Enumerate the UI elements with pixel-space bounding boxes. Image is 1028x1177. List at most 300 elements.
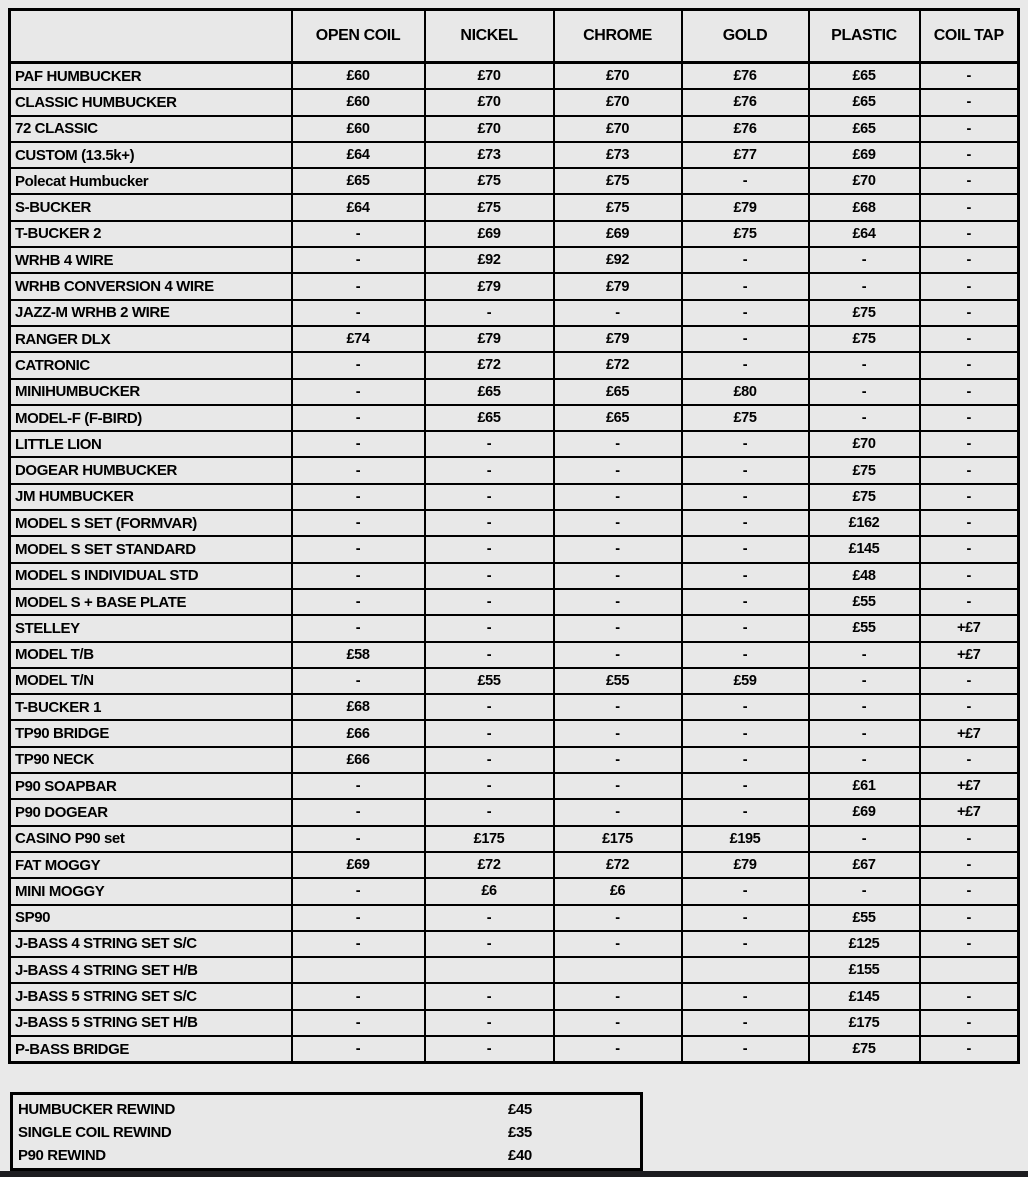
price-cell: - <box>554 589 682 615</box>
price-cell: - <box>682 510 809 536</box>
price-cell: - <box>292 379 425 405</box>
column-header: CHROME <box>554 10 682 63</box>
row-label: T-BUCKER 1 <box>10 694 292 720</box>
table-row <box>10 536 1019 562</box>
price-cell: - <box>292 668 425 694</box>
rewind-row <box>13 1098 640 1121</box>
price-cell: - <box>425 905 554 931</box>
price-cell: £65 <box>292 168 425 194</box>
table-row <box>10 1036 1019 1063</box>
table-row <box>10 905 1019 931</box>
price-cell: - <box>292 799 425 825</box>
table-row <box>10 405 1019 431</box>
price-cell: - <box>292 247 425 273</box>
price-cell: - <box>682 247 809 273</box>
price-cell: £65 <box>809 89 920 115</box>
price-cell: - <box>920 852 1019 878</box>
price-cell: £70 <box>809 168 920 194</box>
table-row <box>10 484 1019 510</box>
price-cell: £75 <box>809 1036 920 1063</box>
row-label: PAF HUMBUCKER <box>10 63 292 90</box>
price-cell: - <box>920 116 1019 142</box>
price-cell: - <box>425 773 554 799</box>
price-cell: - <box>554 536 682 562</box>
row-label: FAT MOGGY <box>10 852 292 878</box>
price-cell: - <box>682 694 809 720</box>
rewind-price: £45 <box>508 1101 532 1118</box>
table-row <box>10 194 1019 220</box>
price-cell: - <box>292 457 425 483</box>
price-cell: - <box>425 1036 554 1063</box>
price-cell: - <box>292 273 425 299</box>
price-cell: £68 <box>809 194 920 220</box>
price-cell: £70 <box>809 431 920 457</box>
price-cell: +£7 <box>920 799 1019 825</box>
price-cell: - <box>682 431 809 457</box>
row-label: CATRONIC <box>10 352 292 378</box>
row-label: TP90 NECK <box>10 747 292 773</box>
table-row <box>10 273 1019 299</box>
price-cell: £66 <box>292 747 425 773</box>
price-cell: £69 <box>292 852 425 878</box>
price-cell: - <box>809 247 920 273</box>
table-row <box>10 957 1019 983</box>
price-cell: - <box>682 168 809 194</box>
table-row <box>10 747 1019 773</box>
price-cell: - <box>292 510 425 536</box>
price-cell: £69 <box>425 221 554 247</box>
price-cell: - <box>920 431 1019 457</box>
price-cell: £72 <box>554 852 682 878</box>
price-cell: - <box>920 168 1019 194</box>
row-label: J-BASS 4 STRING SET H/B <box>10 957 292 983</box>
price-cell: £6 <box>425 878 554 904</box>
price-cell: - <box>292 431 425 457</box>
price-cell: - <box>682 773 809 799</box>
price-cell: £75 <box>809 484 920 510</box>
price-cell: - <box>920 142 1019 168</box>
price-cell: £195 <box>682 826 809 852</box>
price-cell: - <box>425 431 554 457</box>
row-label: MODEL S INDIVIDUAL STD <box>10 563 292 589</box>
price-cell: £75 <box>554 194 682 220</box>
price-cell: - <box>554 484 682 510</box>
price-cell: - <box>682 878 809 904</box>
price-cell: £76 <box>682 63 809 90</box>
price-cell: - <box>292 563 425 589</box>
price-cell: - <box>920 826 1019 852</box>
price-cell: - <box>292 983 425 1009</box>
price-cell: £60 <box>292 89 425 115</box>
price-cell: £55 <box>809 905 920 931</box>
price-cell: £70 <box>554 116 682 142</box>
price-cell: +£7 <box>920 720 1019 746</box>
price-cell: - <box>809 379 920 405</box>
price-cell: - <box>554 431 682 457</box>
price-cell: - <box>292 1036 425 1063</box>
table-row <box>10 510 1019 536</box>
price-cell: - <box>809 405 920 431</box>
price-cell: £64 <box>292 142 425 168</box>
row-label: DOGEAR HUMBUCKER <box>10 457 292 483</box>
price-cell: - <box>682 983 809 1009</box>
price-cell: - <box>554 773 682 799</box>
rewind-price: £40 <box>508 1147 532 1164</box>
rewind-price-box <box>10 1092 643 1171</box>
price-cell: - <box>809 352 920 378</box>
price-cell: - <box>682 615 809 641</box>
price-cell: - <box>920 668 1019 694</box>
price-cell: £75 <box>554 168 682 194</box>
price-cell: £72 <box>554 352 682 378</box>
table-row <box>10 457 1019 483</box>
rewind-price: £35 <box>508 1124 532 1141</box>
price-cell: +£7 <box>920 642 1019 668</box>
row-label: JM HUMBUCKER <box>10 484 292 510</box>
row-label: MINIHUMBUCKER <box>10 379 292 405</box>
price-cell: - <box>920 352 1019 378</box>
price-cell: £48 <box>809 563 920 589</box>
price-cell: £70 <box>554 63 682 90</box>
row-label: 72 CLASSIC <box>10 116 292 142</box>
price-cell: £79 <box>554 273 682 299</box>
price-cell: - <box>920 510 1019 536</box>
price-cell: - <box>682 352 809 378</box>
row-label: LITTLE LION <box>10 431 292 457</box>
price-cell: - <box>809 747 920 773</box>
price-cell: - <box>682 931 809 957</box>
table-row <box>10 352 1019 378</box>
price-cell: - <box>292 1010 425 1036</box>
row-label: MODEL S SET (FORMVAR) <box>10 510 292 536</box>
price-cell: - <box>920 931 1019 957</box>
table-row <box>10 931 1019 957</box>
price-cell: £65 <box>425 405 554 431</box>
price-cell: - <box>554 457 682 483</box>
price-cell: £74 <box>292 326 425 352</box>
price-cell: £69 <box>554 221 682 247</box>
price-cell: - <box>920 405 1019 431</box>
row-label: CUSTOM (13.5k+) <box>10 142 292 168</box>
price-cell: - <box>554 1010 682 1036</box>
price-cell: £65 <box>809 116 920 142</box>
price-cell: - <box>682 273 809 299</box>
price-cell: £59 <box>682 668 809 694</box>
price-cell: £67 <box>809 852 920 878</box>
column-header: OPEN COIL <box>292 10 425 63</box>
price-cell: - <box>809 826 920 852</box>
price-cell: - <box>292 615 425 641</box>
price-cell: £73 <box>554 142 682 168</box>
price-cell: - <box>425 589 554 615</box>
price-cell: - <box>425 1010 554 1036</box>
price-cell: - <box>920 89 1019 115</box>
price-cell: - <box>554 931 682 957</box>
row-label: J-BASS 4 STRING SET S/C <box>10 931 292 957</box>
price-cell: - <box>425 457 554 483</box>
price-cell: £72 <box>425 352 554 378</box>
price-cell: +£7 <box>920 773 1019 799</box>
pickup-price-table <box>8 8 1020 1064</box>
price-cell: £70 <box>554 89 682 115</box>
rewind-label: HUMBUCKER REWIND <box>18 1101 175 1118</box>
table-row <box>10 615 1019 641</box>
price-cell: - <box>292 931 425 957</box>
price-cell: - <box>809 878 920 904</box>
table-row <box>10 563 1019 589</box>
row-label: MODEL-F (F-BIRD) <box>10 405 292 431</box>
table-row <box>10 878 1019 904</box>
price-cell: £73 <box>425 142 554 168</box>
price-cell: £70 <box>425 89 554 115</box>
price-cell: - <box>292 589 425 615</box>
row-label: MODEL S SET STANDARD <box>10 536 292 562</box>
table-row <box>10 852 1019 878</box>
row-label: MODEL T/B <box>10 642 292 668</box>
price-cell: - <box>809 668 920 694</box>
price-cell: £79 <box>554 326 682 352</box>
row-label: J-BASS 5 STRING SET H/B <box>10 1010 292 1036</box>
price-cell: - <box>920 905 1019 931</box>
price-cell: - <box>292 300 425 326</box>
row-label: S-BUCKER <box>10 194 292 220</box>
table-row <box>10 221 1019 247</box>
price-cell: - <box>682 326 809 352</box>
table-row <box>10 1010 1019 1036</box>
price-cell: - <box>809 720 920 746</box>
price-cell: £75 <box>809 326 920 352</box>
table-row <box>10 668 1019 694</box>
price-cell: - <box>682 1036 809 1063</box>
row-label: P90 DOGEAR <box>10 799 292 825</box>
price-cell: - <box>292 826 425 852</box>
price-cell: - <box>920 484 1019 510</box>
rewind-label: SINGLE COIL REWIND <box>18 1124 172 1141</box>
price-cell: £175 <box>425 826 554 852</box>
column-header: NICKEL <box>425 10 554 63</box>
row-label: TP90 BRIDGE <box>10 720 292 746</box>
price-cell: - <box>425 615 554 641</box>
row-label: Polecat Humbucker <box>10 168 292 194</box>
table-row <box>10 63 1019 90</box>
price-cell: - <box>292 484 425 510</box>
price-cell: - <box>292 352 425 378</box>
price-cell: £69 <box>809 799 920 825</box>
price-cell: £92 <box>425 247 554 273</box>
price-cell: - <box>425 563 554 589</box>
price-cell: - <box>425 642 554 668</box>
price-cell: - <box>554 642 682 668</box>
row-label: WRHB 4 WIRE <box>10 247 292 273</box>
price-cell: - <box>682 747 809 773</box>
price-cell: - <box>920 1010 1019 1036</box>
price-cell: £65 <box>554 405 682 431</box>
price-cell: - <box>554 510 682 536</box>
price-cell: £69 <box>809 142 920 168</box>
price-cell: - <box>920 589 1019 615</box>
price-cell: - <box>425 694 554 720</box>
price-cell: - <box>554 300 682 326</box>
rewind-label: P90 REWIND <box>18 1147 106 1164</box>
price-cell: - <box>920 563 1019 589</box>
price-cell: £55 <box>554 668 682 694</box>
table-row <box>10 799 1019 825</box>
price-cell: - <box>292 905 425 931</box>
price-cell: - <box>554 720 682 746</box>
price-cell <box>425 957 554 983</box>
price-cell: £76 <box>682 116 809 142</box>
table-row <box>10 116 1019 142</box>
price-cell: - <box>554 563 682 589</box>
price-cell: - <box>554 983 682 1009</box>
price-cell: £79 <box>682 194 809 220</box>
row-label: MODEL T/N <box>10 668 292 694</box>
price-cell: £79 <box>425 273 554 299</box>
table-row <box>10 720 1019 746</box>
price-cell: £72 <box>425 852 554 878</box>
price-cell: - <box>920 457 1019 483</box>
price-cell: - <box>920 273 1019 299</box>
price-cell: £155 <box>809 957 920 983</box>
price-cell: £75 <box>425 194 554 220</box>
price-cell: - <box>554 1036 682 1063</box>
price-cell: - <box>920 1036 1019 1063</box>
row-label: STELLEY <box>10 615 292 641</box>
price-cell: - <box>682 484 809 510</box>
price-cell: - <box>425 536 554 562</box>
rewind-row <box>13 1144 640 1167</box>
price-cell: £64 <box>809 221 920 247</box>
price-cell: - <box>920 247 1019 273</box>
price-cell: - <box>920 747 1019 773</box>
price-cell: - <box>554 615 682 641</box>
price-cell: £75 <box>425 168 554 194</box>
corner-blank-header <box>10 10 292 63</box>
price-cell: £65 <box>809 63 920 90</box>
table-row <box>10 300 1019 326</box>
table-row <box>10 379 1019 405</box>
price-cell: - <box>920 983 1019 1009</box>
price-cell: - <box>920 694 1019 720</box>
price-cell: £64 <box>292 194 425 220</box>
price-cell: - <box>554 905 682 931</box>
price-cell: - <box>425 983 554 1009</box>
price-cell: - <box>292 405 425 431</box>
price-cell: £55 <box>425 668 554 694</box>
price-cell: - <box>682 563 809 589</box>
price-cell: - <box>809 273 920 299</box>
price-cell: - <box>292 536 425 562</box>
price-cell <box>554 957 682 983</box>
price-cell: £70 <box>425 116 554 142</box>
price-cell: £55 <box>809 589 920 615</box>
header-row <box>10 10 1019 63</box>
price-cell: £75 <box>809 300 920 326</box>
price-cell: +£7 <box>920 615 1019 641</box>
price-cell: £55 <box>809 615 920 641</box>
price-cell: - <box>425 510 554 536</box>
price-cell: £70 <box>425 63 554 90</box>
price-cell <box>292 957 425 983</box>
row-label: MINI MOGGY <box>10 878 292 904</box>
price-cell: £145 <box>809 983 920 1009</box>
price-cell: - <box>920 63 1019 90</box>
column-header: COIL TAP <box>920 10 1019 63</box>
price-cell: - <box>554 747 682 773</box>
price-cell: £75 <box>682 221 809 247</box>
price-cell: £79 <box>425 326 554 352</box>
row-label: CLASSIC HUMBUCKER <box>10 89 292 115</box>
price-cell: £92 <box>554 247 682 273</box>
price-cell: £76 <box>682 89 809 115</box>
price-cell: - <box>682 457 809 483</box>
price-cell: - <box>425 720 554 746</box>
price-cell: £6 <box>554 878 682 904</box>
table-row <box>10 142 1019 168</box>
table-row <box>10 642 1019 668</box>
price-cell: £65 <box>425 379 554 405</box>
price-cell: £175 <box>809 1010 920 1036</box>
price-cell: - <box>920 878 1019 904</box>
price-cell: £61 <box>809 773 920 799</box>
column-header: PLASTIC <box>809 10 920 63</box>
price-cell: - <box>682 300 809 326</box>
price-cell: - <box>554 694 682 720</box>
price-cell: £65 <box>554 379 682 405</box>
table-row <box>10 773 1019 799</box>
price-cell: £60 <box>292 63 425 90</box>
price-cell: - <box>809 642 920 668</box>
price-cell: - <box>292 773 425 799</box>
rewind-row <box>13 1121 640 1144</box>
price-cell: £175 <box>554 826 682 852</box>
bottom-edge-bar <box>0 1171 1028 1177</box>
price-cell: - <box>292 878 425 904</box>
row-label: SP90 <box>10 905 292 931</box>
price-cell: - <box>682 1010 809 1036</box>
price-cell: £58 <box>292 642 425 668</box>
table-row <box>10 326 1019 352</box>
price-cell: - <box>682 536 809 562</box>
price-cell: £66 <box>292 720 425 746</box>
price-cell: £68 <box>292 694 425 720</box>
price-cell: - <box>682 905 809 931</box>
price-cell: £75 <box>809 457 920 483</box>
price-cell: - <box>682 589 809 615</box>
price-cell: £145 <box>809 536 920 562</box>
table-row <box>10 694 1019 720</box>
row-label: JAZZ-M WRHB 2 WIRE <box>10 300 292 326</box>
price-cell: - <box>920 194 1019 220</box>
table-row <box>10 89 1019 115</box>
price-cell <box>682 957 809 983</box>
price-cell: - <box>920 379 1019 405</box>
column-header: GOLD <box>682 10 809 63</box>
row-label: RANGER DLX <box>10 326 292 352</box>
table-row <box>10 826 1019 852</box>
price-cell: - <box>425 799 554 825</box>
row-label: MODEL S + BASE PLATE <box>10 589 292 615</box>
price-cell: £75 <box>682 405 809 431</box>
price-cell: - <box>554 799 682 825</box>
table-row <box>10 431 1019 457</box>
price-cell: £77 <box>682 142 809 168</box>
row-label: P90 SOAPBAR <box>10 773 292 799</box>
price-cell: - <box>682 642 809 668</box>
row-label: T-BUCKER 2 <box>10 221 292 247</box>
price-cell: - <box>682 799 809 825</box>
price-cell: - <box>425 931 554 957</box>
